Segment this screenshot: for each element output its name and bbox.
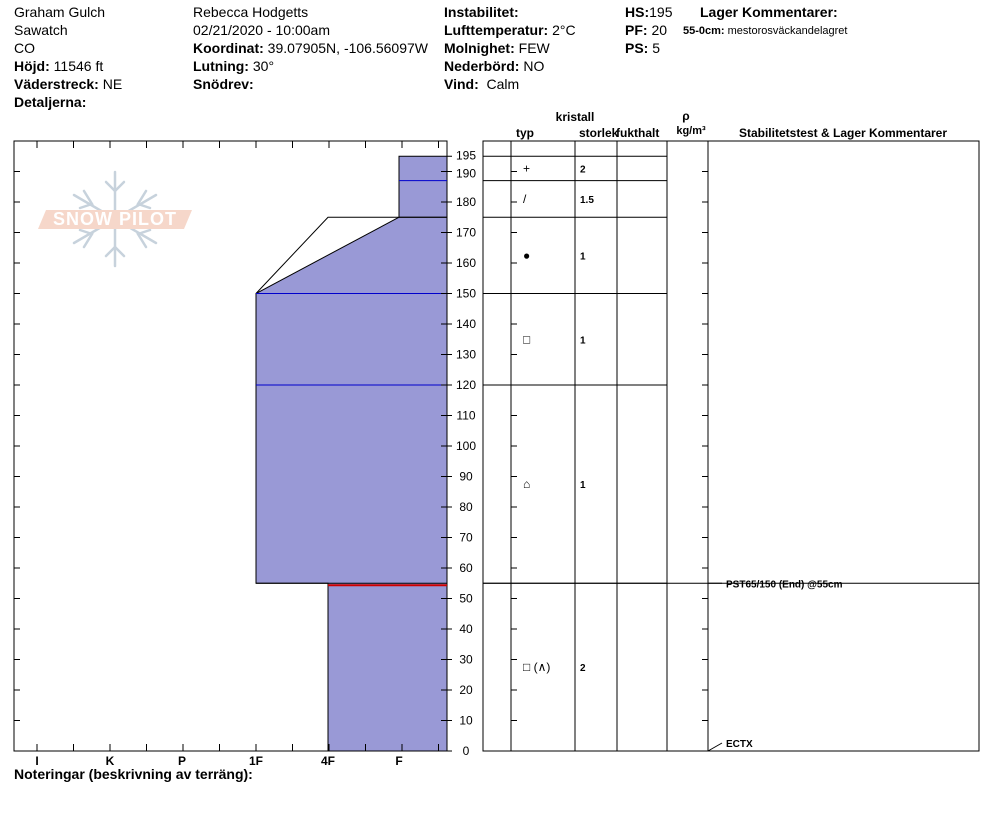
crystal-type-symbol: ⌂ — [523, 477, 531, 492]
depth-label: 160 — [455, 256, 477, 270]
sky-label: Molnighet: — [444, 40, 515, 56]
stability-test-pointer — [708, 743, 722, 751]
precip-label: Nederbörd: — [444, 58, 520, 74]
coord-value: 39.07905N, -106.56097W — [267, 40, 428, 56]
airtemp-label: Lufttemperatur: — [444, 22, 549, 38]
hardness-label-f: F — [395, 754, 403, 768]
ps-value: 5 — [652, 40, 661, 56]
depth-label: 110 — [456, 408, 476, 423]
depth-label: 120 — [455, 378, 477, 392]
crystal-type-symbol: ● — [523, 248, 531, 263]
aspect-value: NE — [102, 76, 123, 92]
header-stability: Stabilitetstest & Lager Kommentarer — [738, 126, 948, 140]
stability-test-label: PST65/150 (End) @55cm — [726, 579, 843, 591]
header-rho: ρ — [682, 109, 690, 123]
header-moisture: fukthalt — [616, 126, 660, 140]
crystal-size-value: 2 — [580, 663, 586, 675]
header-crystal: kristall — [555, 110, 595, 124]
depth-label: 30 — [459, 652, 473, 667]
depth-label: 130 — [455, 347, 477, 362]
elevation-label: Höjd: — [14, 58, 50, 74]
depth-label: 150 — [455, 286, 477, 301]
details-label: Detaljerna: — [14, 94, 87, 110]
crystal-type-symbol: + — [523, 161, 531, 176]
depth-label: 195 — [455, 148, 477, 163]
depth-label: 180 — [455, 195, 477, 209]
observer-name: Rebecca Hodgetts — [193, 4, 309, 20]
slope-value: 30° — [252, 58, 275, 74]
depth-label: 50 — [459, 591, 473, 606]
hardness-profile-fill — [256, 156, 447, 751]
slope-label: Lutning: — [193, 58, 249, 74]
hs-value: 195 — [649, 4, 673, 20]
wind-label: Vind: — [444, 76, 479, 92]
crystal-type-symbol: / — [523, 191, 527, 206]
header-density-unit: kg/m³ — [676, 125, 706, 137]
depth-label: 70 — [459, 530, 473, 545]
header-size: storlek — [579, 126, 619, 140]
pf-label: PF: — [625, 22, 648, 38]
layer-comments-title: Lager Kommentarer: — [700, 4, 838, 20]
wind-value: Calm — [486, 76, 520, 92]
header-type: typ — [516, 126, 534, 140]
precip-value: NO — [523, 58, 545, 74]
logo-text: SNOW PILOT — [53, 209, 177, 229]
crystal-size-value: 1 — [580, 251, 586, 263]
hs-label: HS: — [625, 4, 650, 20]
layer-table-frame — [483, 141, 979, 751]
depth-label: 60 — [459, 561, 473, 575]
crystal-size-value: 1 — [580, 480, 586, 492]
depth-label: 100 — [455, 439, 477, 453]
stability-test-label: ECTX — [726, 739, 753, 750]
pf-value: 20 — [651, 22, 668, 38]
layer-comment-text: mestorosväckandelagret — [727, 25, 848, 37]
hardness-label-i: I — [35, 754, 39, 768]
depth-label: 190 — [455, 166, 477, 181]
depth-label: 10 — [459, 713, 473, 728]
notes-label: Noteringar (beskrivning av terräng): — [14, 766, 253, 782]
depth-label: 170 — [455, 225, 477, 240]
depth-label: 40 — [459, 622, 473, 636]
ps-label: PS: — [625, 40, 649, 56]
drift-label: Snödrev: — [193, 76, 254, 92]
crystal-type-symbol: □ (∧) — [523, 660, 551, 675]
hardness-label-4f: 4F — [320, 754, 336, 768]
hardness-label-1f: 1F — [248, 754, 264, 768]
instability-label: Instabilitet: — [444, 4, 519, 20]
depth-label: 90 — [459, 469, 473, 484]
sky-value: FEW — [518, 40, 550, 56]
range-name: Sawatch — [14, 22, 68, 38]
depth-label: 20 — [459, 683, 473, 697]
depth-label: 140 — [455, 317, 477, 331]
airtemp-value: 2°C — [552, 22, 576, 38]
coord-label: Koordinat: — [193, 40, 264, 56]
state-name: CO — [14, 40, 35, 56]
crystal-size-value: 1.5 — [580, 194, 594, 206]
crystal-type-symbol: □ — [523, 332, 531, 347]
layer-comment-range: 55-0cm: — [683, 25, 725, 37]
snowpilot-logo — [38, 172, 192, 266]
crystal-size-value: 2 — [580, 164, 586, 176]
crystal-size-value: 1 — [580, 335, 586, 347]
observation-datetime: 02/21/2020 - 10:00am — [193, 22, 330, 38]
hardness-label-k: K — [105, 754, 115, 768]
location-name: Graham Gulch — [14, 4, 106, 20]
aspect-label: Väderstreck: — [14, 76, 99, 92]
hardness-label-p: P — [177, 754, 187, 768]
depth-label: 0 — [462, 744, 470, 758]
elevation-value: 11546 ft — [53, 58, 104, 74]
depth-label: 80 — [459, 500, 473, 514]
